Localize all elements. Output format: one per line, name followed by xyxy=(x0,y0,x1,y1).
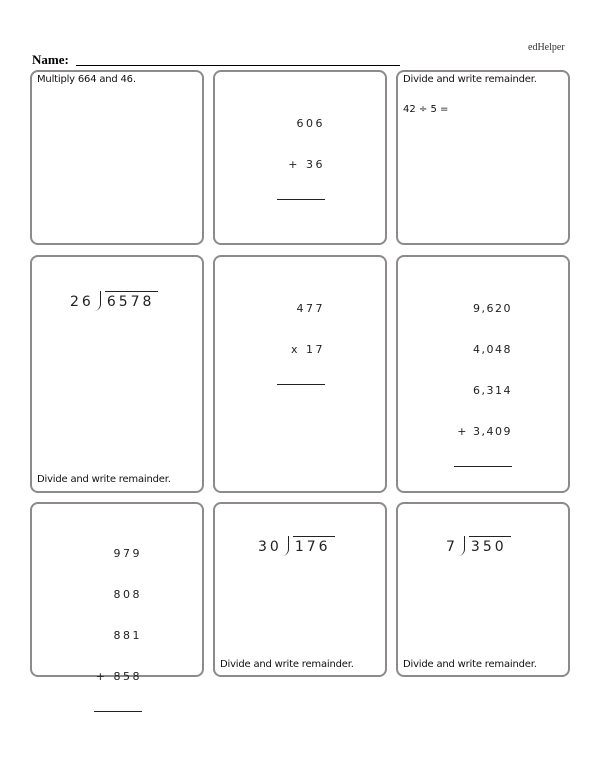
answer-line xyxy=(277,384,325,385)
long-division xyxy=(258,536,335,556)
problem-card-3 xyxy=(396,70,570,245)
addend: 808 xyxy=(113,588,142,601)
answer-line xyxy=(454,466,512,467)
factor: x 17 xyxy=(290,343,325,356)
problem-card-1 xyxy=(30,70,204,245)
division-bracket xyxy=(282,536,289,556)
problem-prompt: Divide and write remainder. xyxy=(403,74,537,85)
problem-card-5 xyxy=(213,255,387,493)
multiplication-problem xyxy=(277,275,325,411)
problem-card-6 xyxy=(396,255,570,493)
addend: 881 xyxy=(113,629,142,642)
problem-card-7 xyxy=(30,502,204,683)
addend: 6,314 xyxy=(473,384,512,397)
division-equation: 42 ÷ 5 = xyxy=(403,104,449,115)
addend: 979 xyxy=(113,547,142,560)
dividend: 6578 xyxy=(105,291,159,311)
addend: 606 xyxy=(296,117,325,130)
long-division xyxy=(70,291,158,311)
name-field[interactable] xyxy=(32,52,372,68)
problem-prompt: Divide and write remainder. xyxy=(403,659,537,670)
answer-line xyxy=(277,199,325,200)
name-label: Name: xyxy=(32,52,69,67)
addition-problem xyxy=(277,90,325,226)
addend: 4,048 xyxy=(473,343,512,356)
factor: 477 xyxy=(296,302,325,315)
dividend: 176 xyxy=(293,536,335,556)
long-division xyxy=(446,536,511,556)
problem-card-4 xyxy=(30,255,204,493)
division-bracket xyxy=(458,536,465,556)
problem-card-9 xyxy=(396,502,570,677)
divisor: 30 xyxy=(258,539,282,555)
dividend: 350 xyxy=(469,536,511,556)
answer-line xyxy=(94,711,142,712)
addition-problem xyxy=(94,520,142,738)
addend: + 858 xyxy=(95,670,142,683)
addend: + 3,409 xyxy=(457,425,512,438)
problem-prompt: Divide and write remainder. xyxy=(220,659,354,670)
name-line xyxy=(76,65,400,66)
problem-prompt: Divide and write remainder. xyxy=(37,474,171,485)
division-bracket xyxy=(94,291,101,311)
divisor: 26 xyxy=(70,294,94,310)
problem-prompt: Multiply 664 and 46. xyxy=(37,74,136,85)
addend: 9,620 xyxy=(473,302,512,315)
problem-card-8 xyxy=(213,502,387,677)
addition-problem xyxy=(454,275,512,493)
problem-card-2 xyxy=(213,70,387,245)
brand-label: edHelper xyxy=(528,42,565,53)
addend: + 36 xyxy=(288,158,325,171)
divisor: 7 xyxy=(446,539,458,555)
